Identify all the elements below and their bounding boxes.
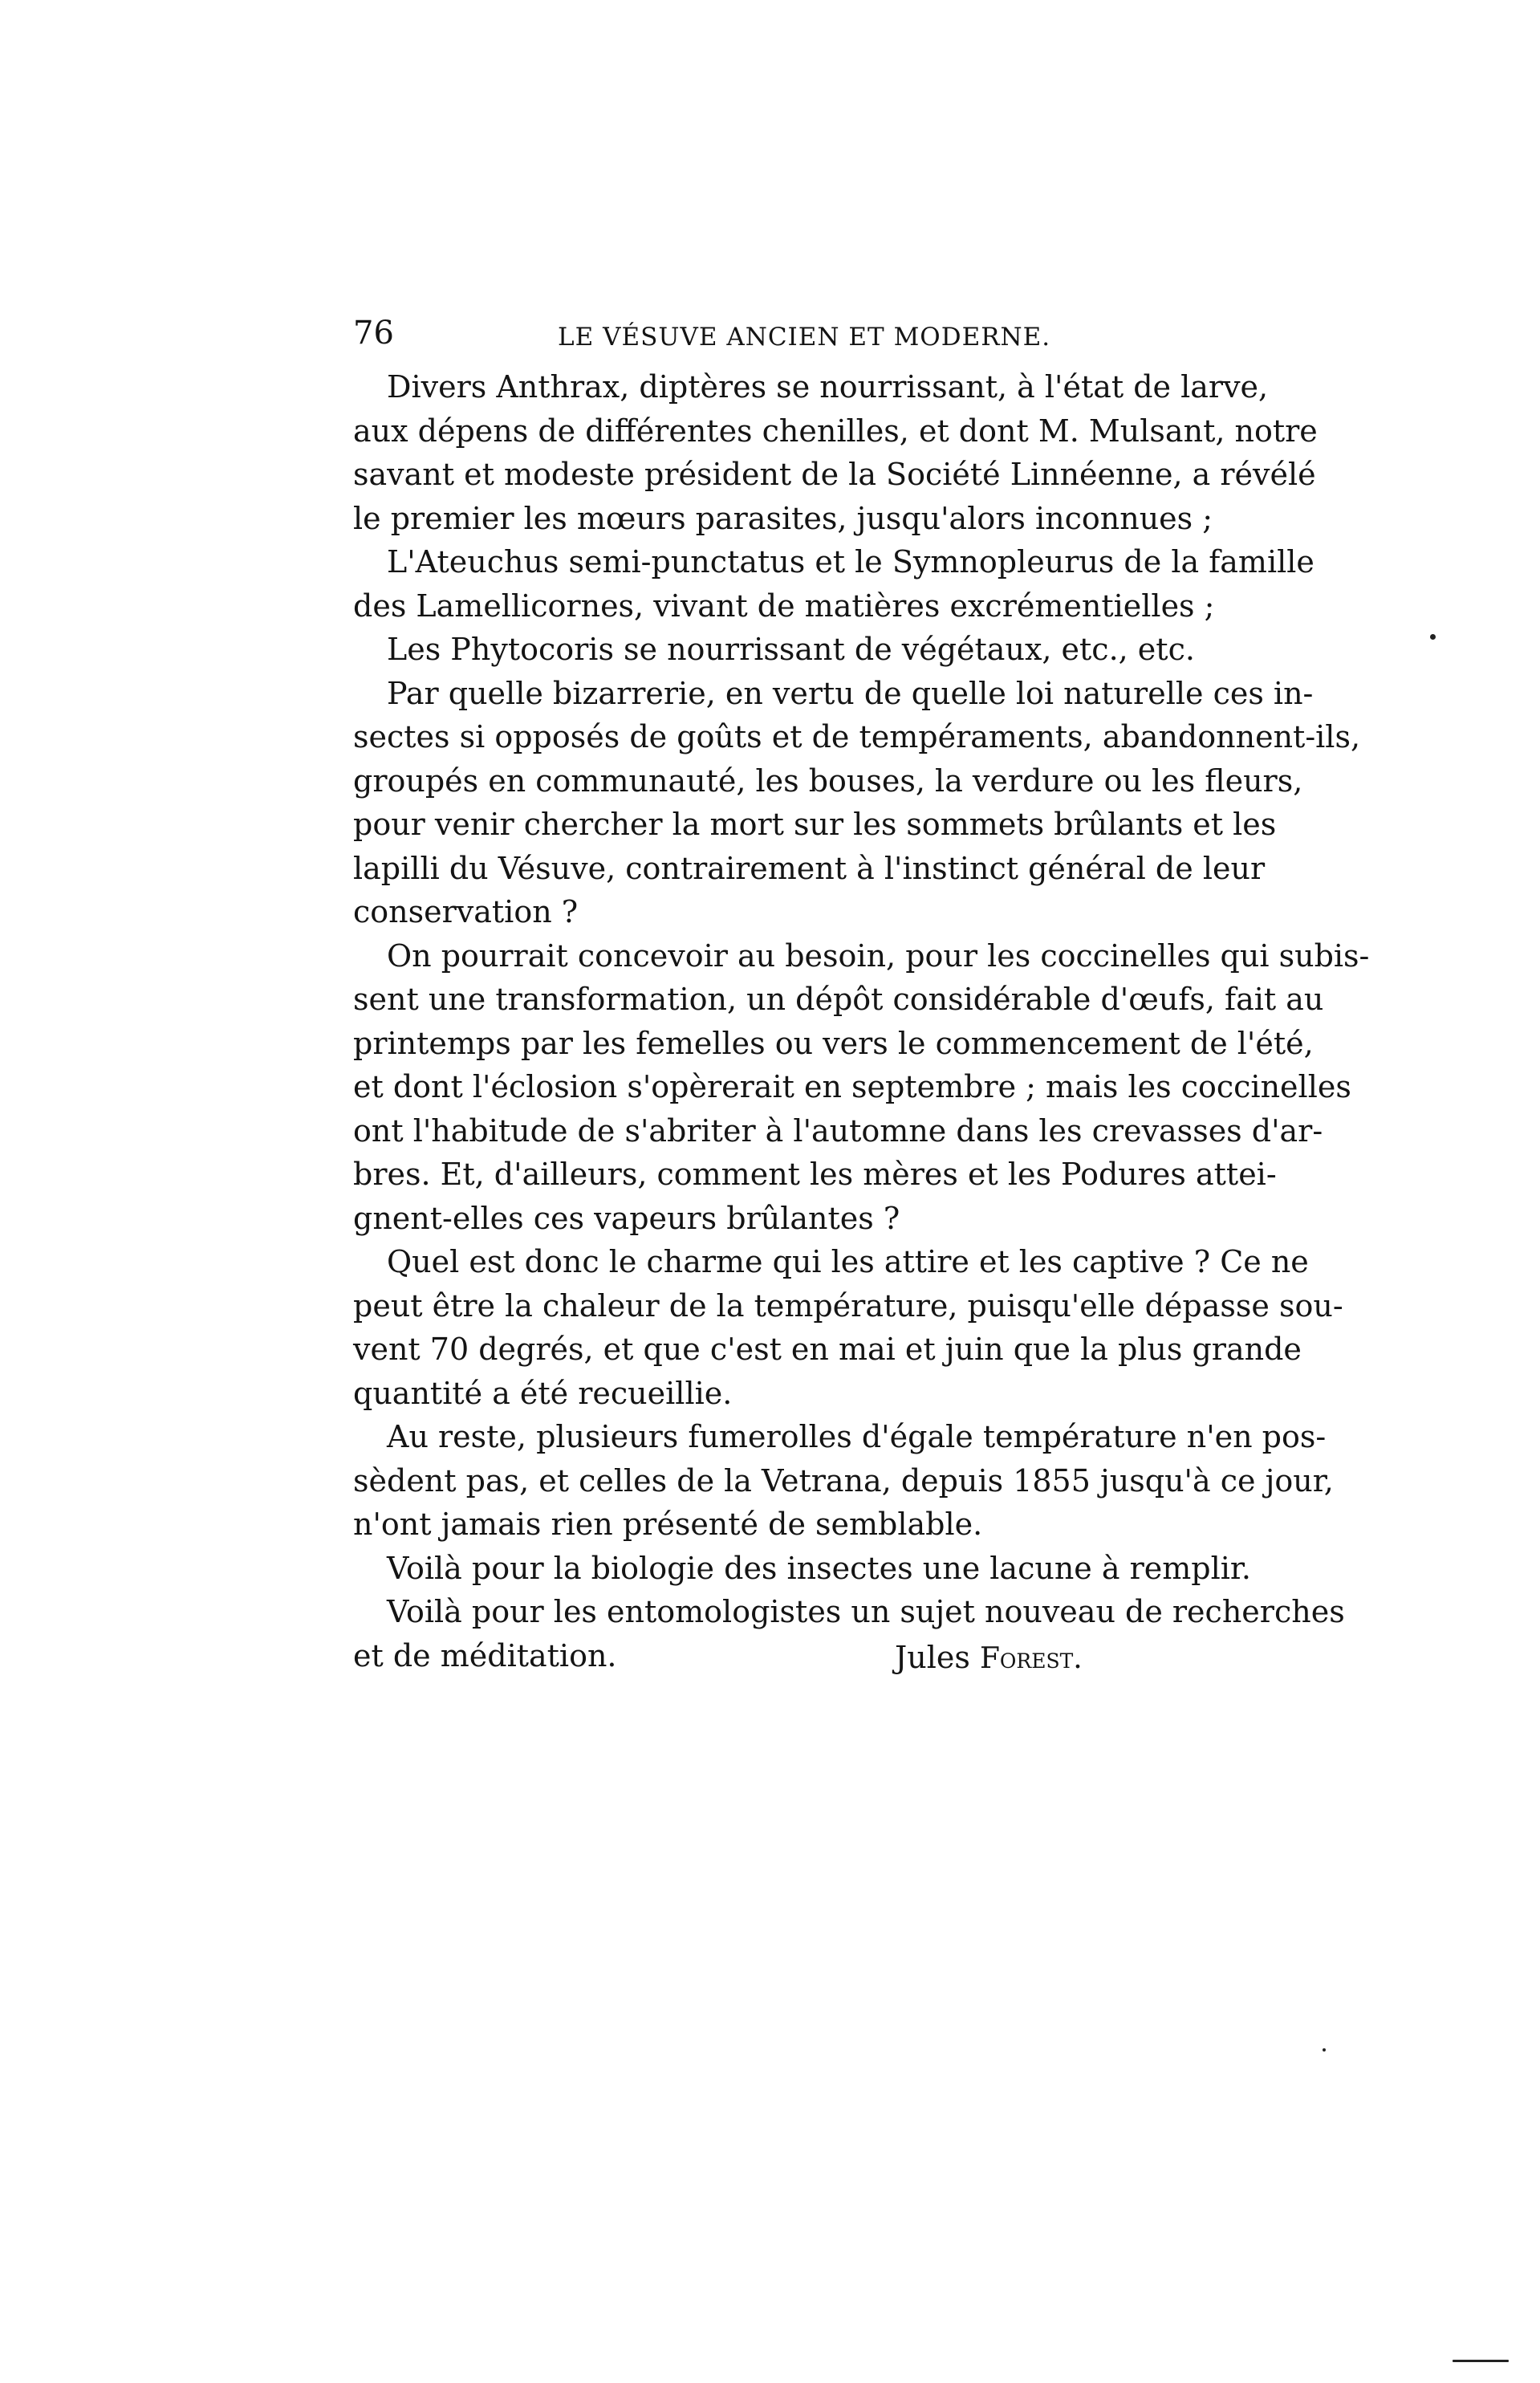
text-line: des Lamellicornes, vivant de matières excrémentielles ; xyxy=(353,588,1215,624)
text-line: Voilà pour les entomologistes un sujet nouveau de recherches xyxy=(387,1594,1345,1629)
text-line: quantité a été recueillie. xyxy=(353,1375,733,1411)
text-line: lapilli du Vésuve, contrairement à l'instinct général de leur xyxy=(353,850,1266,886)
text-line: groupés en communauté, les bouses, la verdure ou les fleurs, xyxy=(353,762,1303,799)
text-line: Au reste, plusieurs fumerolles d'égale température n'en pos- xyxy=(387,1419,1327,1454)
text-line: le premier les mœurs parasites, jusqu'alors inconnues ; xyxy=(353,500,1213,536)
text-line: printemps par les femelles ou vers le commencement de l'été, xyxy=(353,1025,1314,1061)
text-line: peut être la chaleur de la température, puisqu'elle dépasse sou- xyxy=(353,1287,1343,1324)
text-line: pour venir chercher la mort sur les sommets brûlants et les xyxy=(353,807,1277,842)
text-line: Voilà pour la biologie des insectes une lacune à remplir. xyxy=(387,1550,1251,1586)
text-line: On pourrait concevoir au besoin, pour les coccinelles qui subis- xyxy=(387,937,1370,974)
author-first-name: Jules xyxy=(895,1640,970,1675)
text-line: Divers Anthrax, diptères se nourrissant, à l'état de larve, xyxy=(387,369,1269,405)
text-line: conservation ? xyxy=(353,894,579,929)
text-line: et dont l'éclosion s'opèrerait en septembre ; mais les coccinelles xyxy=(353,1069,1351,1104)
author-signature xyxy=(895,1637,1083,1679)
scan-speck xyxy=(1430,634,1436,640)
text-line: vent 70 degrés, et que c'est en mai et juin que la plus grande xyxy=(353,1332,1302,1367)
text-line: gnent-elles ces vapeurs brûlantes ? xyxy=(353,1200,900,1236)
text-line: ont l'habitude de s'abriter à l'automne dans les crevasses d'ar- xyxy=(353,1112,1323,1149)
page-header xyxy=(353,313,1220,361)
text-line: savant et modeste président de la Société Linnéenne, a révélé xyxy=(353,457,1316,492)
text-line: sèdent pas, et celles de la Vetrana, depuis 1855 jusqu'à ce jour, xyxy=(353,1462,1334,1499)
scan-speck xyxy=(1323,2048,1326,2052)
page-number: 76 xyxy=(353,315,394,352)
text-line: aux dépens de différentes chenilles, et dont M. Mulsant, notre xyxy=(353,413,1318,449)
text-line: sectes si opposés de goûts et de tempéraments, abandonnent-ils, xyxy=(353,719,1361,754)
text-line: L'Ateuchus semi-punctatus et le Symnopleurus de la famille xyxy=(387,544,1314,579)
text-line: et de méditation. xyxy=(353,1637,617,1673)
author-last-name: Forest. xyxy=(979,1642,1083,1675)
text-line: Quel est donc le charme qui les attire et les captive ? Ce ne xyxy=(387,1244,1309,1279)
running-title: LE VÉSUVE ANCIEN ET MODERNE. xyxy=(558,323,1051,352)
scan-speck xyxy=(1453,2360,1509,2362)
text-line: Les Phytocoris se nourrissant de végétaux, etc., etc. xyxy=(387,632,1195,667)
text-line: bres. Et, d'ailleurs, comment les mères et les Podures attei- xyxy=(353,1157,1277,1192)
text-line: Par quelle bizarrerie, en vertu de quelle loi naturelle ces in- xyxy=(387,675,1314,711)
text-line: n'ont jamais rien présenté de semblable. xyxy=(353,1507,983,1542)
body-text xyxy=(353,365,1370,1677)
text-line: sent une transformation, un dépôt considérable d'œufs, fait au xyxy=(353,982,1324,1017)
